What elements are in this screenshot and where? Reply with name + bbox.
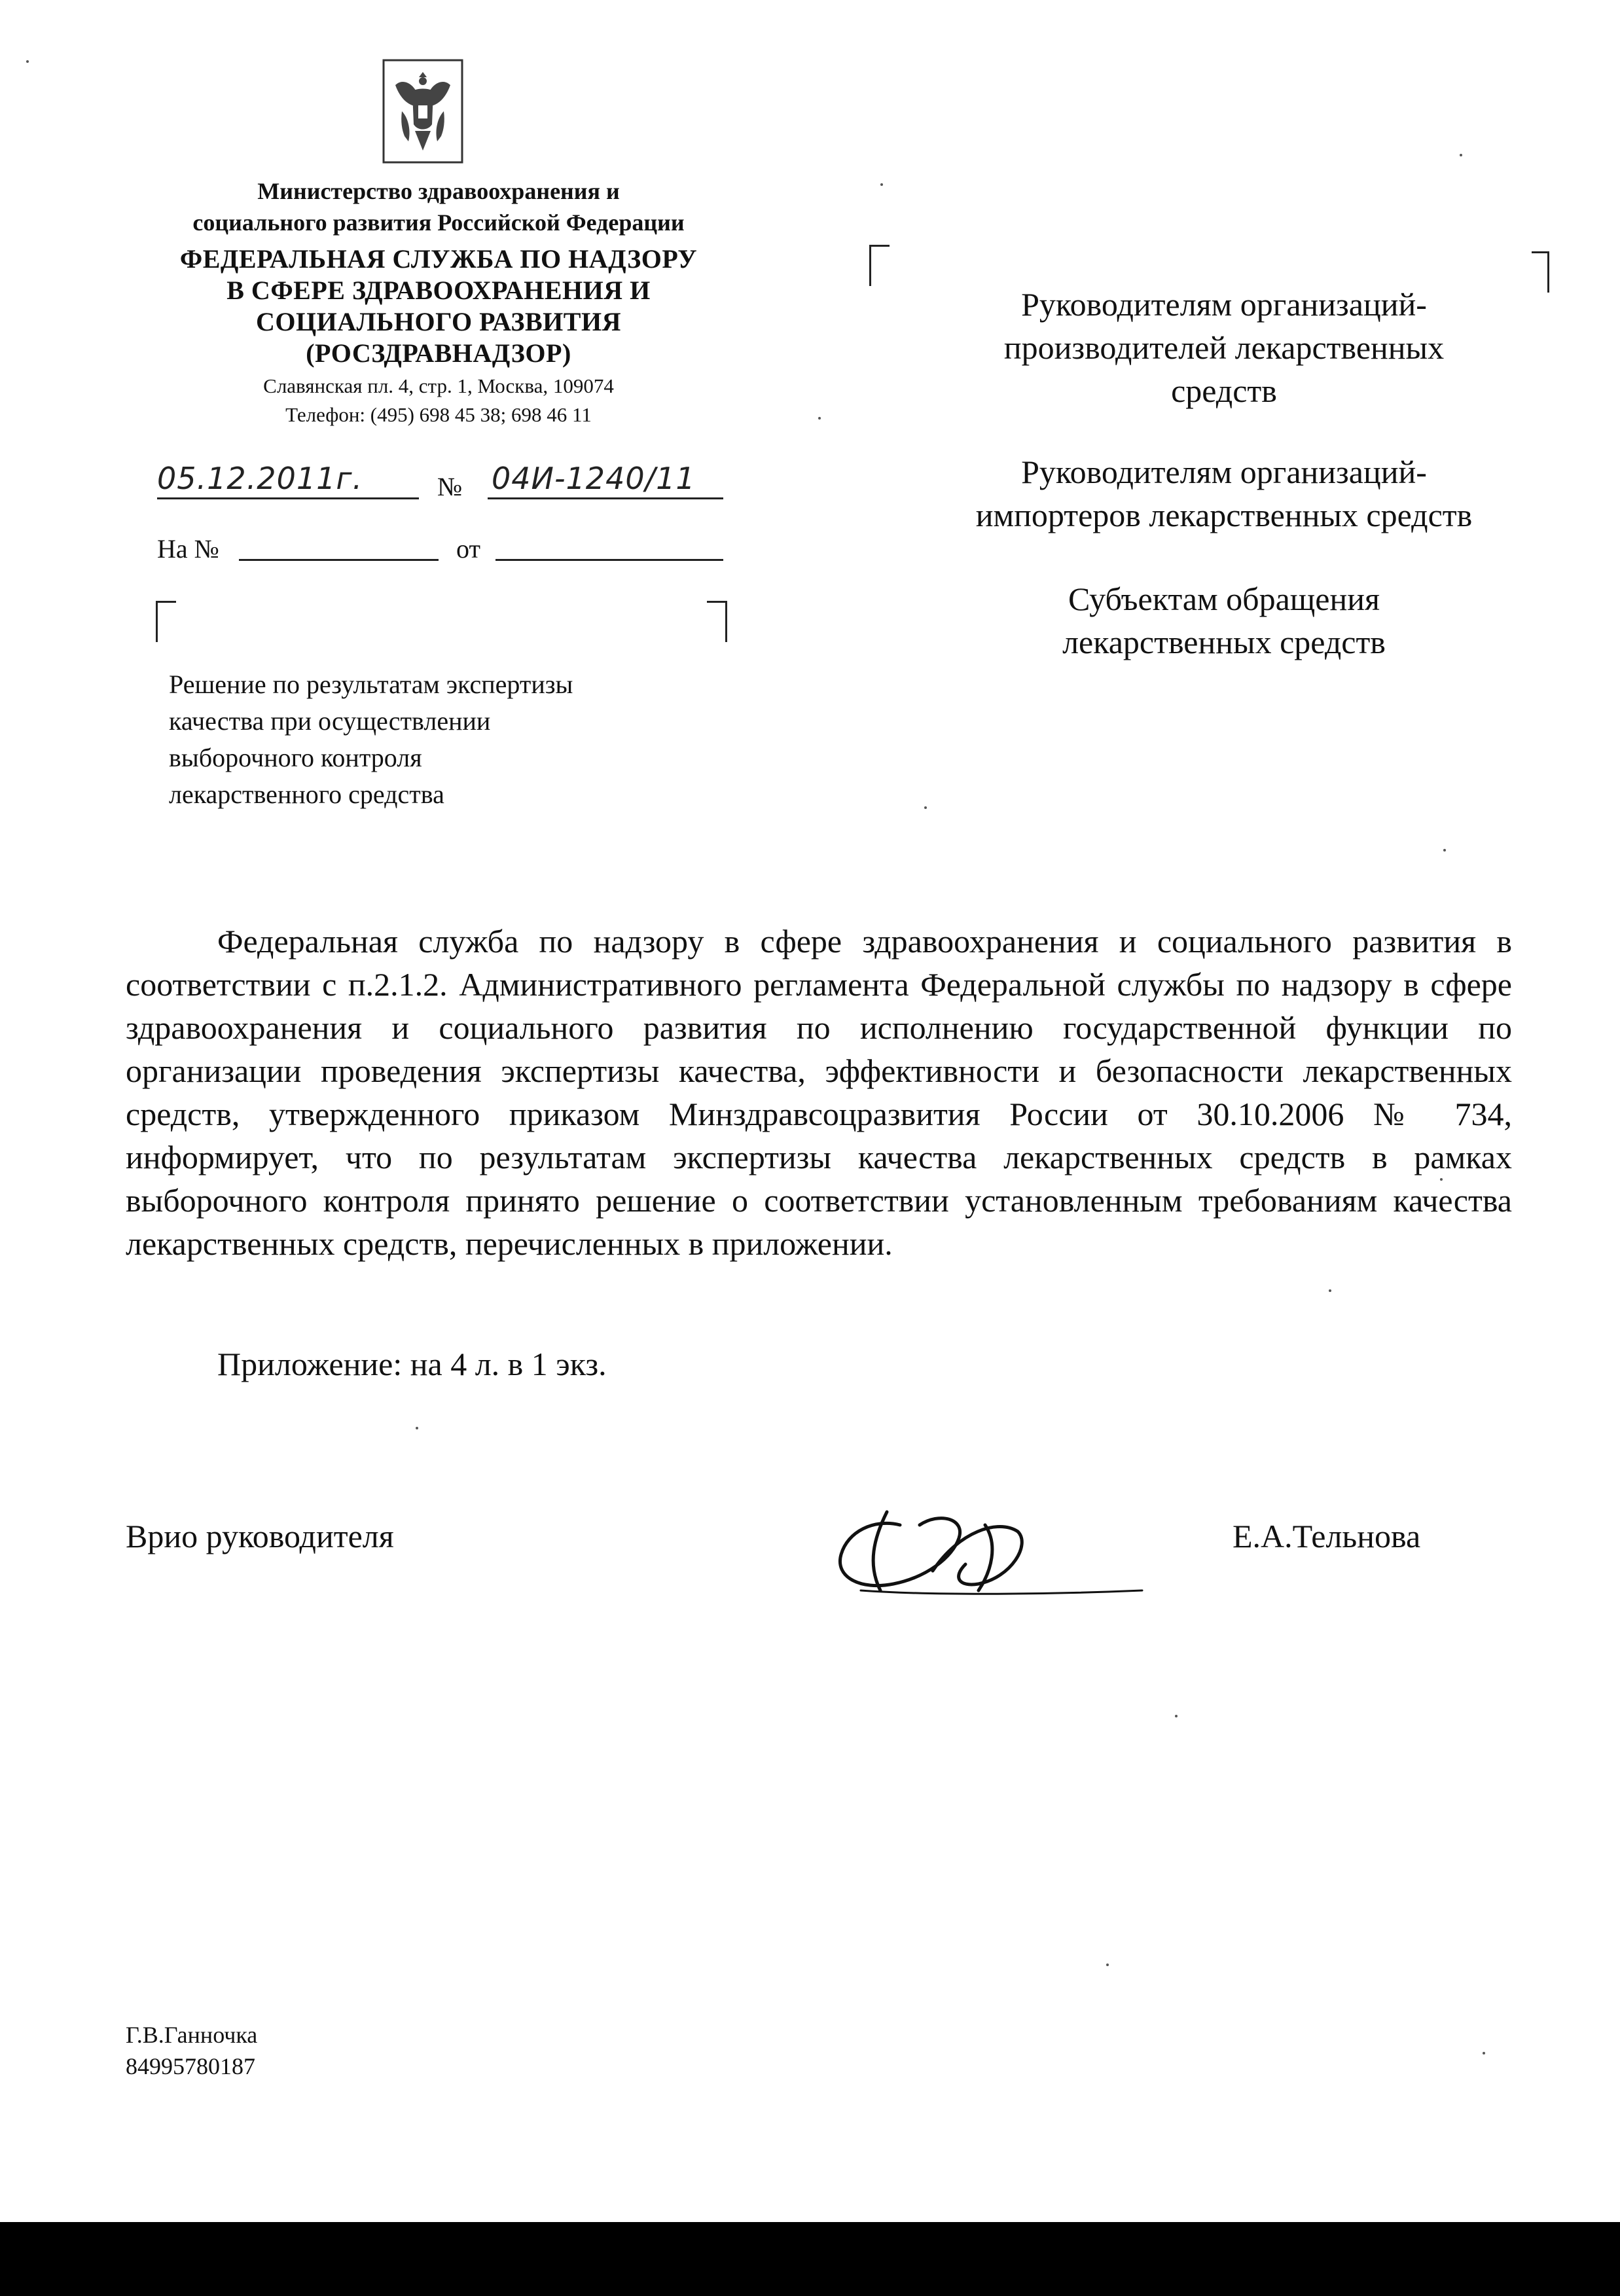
addressee-3-line-1: Субъектам обращения — [1068, 581, 1380, 617]
number-label: № — [437, 472, 463, 501]
service-line-3: СОЦИАЛЬНОГО РАЗВИТИЯ — [256, 307, 621, 336]
subject-line-3: выборочного контроля — [169, 743, 422, 772]
ministry-name — [144, 175, 733, 238]
addressee-1-line-1: Руководителям организаций- — [1021, 286, 1427, 323]
addressee-1-line-3: средств — [1171, 372, 1277, 409]
addressee-circulation-subjects — [871, 577, 1577, 664]
scan-speck — [1483, 2052, 1485, 2054]
reply-to-label: На № — [157, 534, 219, 564]
signatory-position: Врио руководителя — [126, 1518, 394, 1554]
addressee-corner-left — [869, 245, 890, 286]
outgoing-number: 04И-1240/11 — [492, 461, 696, 496]
addressee-3-line-2: лекарственных средств — [1062, 624, 1386, 660]
scan-speck — [1443, 849, 1446, 852]
scan-speck — [880, 183, 883, 186]
postal-address: Славянская пл. 4, стр. 1, Москва, 109074 — [263, 374, 614, 397]
scan-speck — [1175, 1715, 1178, 1717]
subject-block — [169, 666, 732, 813]
service-line-4: (РОСЗДРАВНАДЗОР) — [306, 338, 571, 368]
phone-numbers: Телефон: (495) 698 45 38; 698 46 11 — [285, 403, 592, 426]
scan-speck — [1440, 1178, 1443, 1181]
reply-to-number-line — [239, 559, 439, 561]
ministry-line-1: Министерство здравоохранения и — [257, 178, 620, 204]
service-name — [131, 243, 746, 369]
signatory-name: Е.А.Тельнова — [1233, 1518, 1421, 1554]
scan-speck — [818, 417, 821, 420]
addressee-1-line-2: производителей лекарственных — [1003, 329, 1445, 366]
outgoing-date-field — [157, 458, 419, 499]
addressee-2-line-1: Руководителям организаций- — [1021, 454, 1427, 490]
subject-line-4: лекарственного средства — [169, 780, 444, 809]
signature-icon — [802, 1492, 1155, 1610]
attachment-note: Приложение: на 4 л. в 1 экз. — [217, 1346, 607, 1382]
executor-name: Г.В.Ганночка — [126, 2022, 258, 2048]
service-line-2: В СФЕРЕ ЗДРАВООХРАНЕНИЯ И — [226, 276, 651, 305]
subject-line-2: качества при осуществлении — [169, 706, 491, 736]
subject-corner-right — [707, 601, 727, 642]
executor-block — [126, 2019, 257, 2082]
ministry-line-2: социального развития Российской Федерации — [192, 209, 685, 236]
letter-body-paragraph: Федеральная служба по надзору в сфере здравоохранения и социального развития в соответствии с п.2.1.2. Административного регламента Федеральной службы по надзору в сфере здравоохранения и социального развития по исполнению государственной функции по организации проведения экспертизы качества, эффективности и безопасности лекарственных средств, утвержденного приказом Минздравсоцразвития России от 30.10.2006 № 734, информирует, что по результатам экспертизы качества лекарственных средств в рамках выборочного контроля принято решение о соответствии установленным требованиям качества лекарственных средств, перечисленных в приложении. — [126, 923, 1512, 1262]
subject-line-1: Решение по результатам экспертизы — [169, 670, 573, 699]
scan-bottom-border — [0, 2222, 1620, 2296]
outgoing-number-field — [488, 458, 723, 499]
reply-from-date-line — [495, 559, 723, 561]
contact-info — [144, 372, 733, 429]
subject-corner-left — [156, 601, 176, 642]
coat-of-arms-icon — [382, 59, 463, 164]
scan-speck — [416, 1427, 418, 1429]
service-line-1: ФЕДЕРАЛЬНАЯ СЛУЖБА ПО НАДЗОРУ — [179, 244, 698, 274]
scan-speck — [924, 806, 927, 809]
reply-from-label: от — [456, 534, 480, 564]
outgoing-date: 05.12.2011г. — [157, 461, 363, 496]
scan-speck — [1329, 1289, 1331, 1292]
scan-speck — [26, 60, 29, 63]
scan-speck — [1106, 1964, 1109, 1966]
addressee-manufacturers — [871, 283, 1577, 412]
addressee-2-line-2: импортеров лекарственных средств — [975, 497, 1473, 533]
scan-speck — [1460, 154, 1462, 156]
addressee-importers — [871, 450, 1577, 537]
executor-phone: 84995780187 — [126, 2053, 255, 2079]
